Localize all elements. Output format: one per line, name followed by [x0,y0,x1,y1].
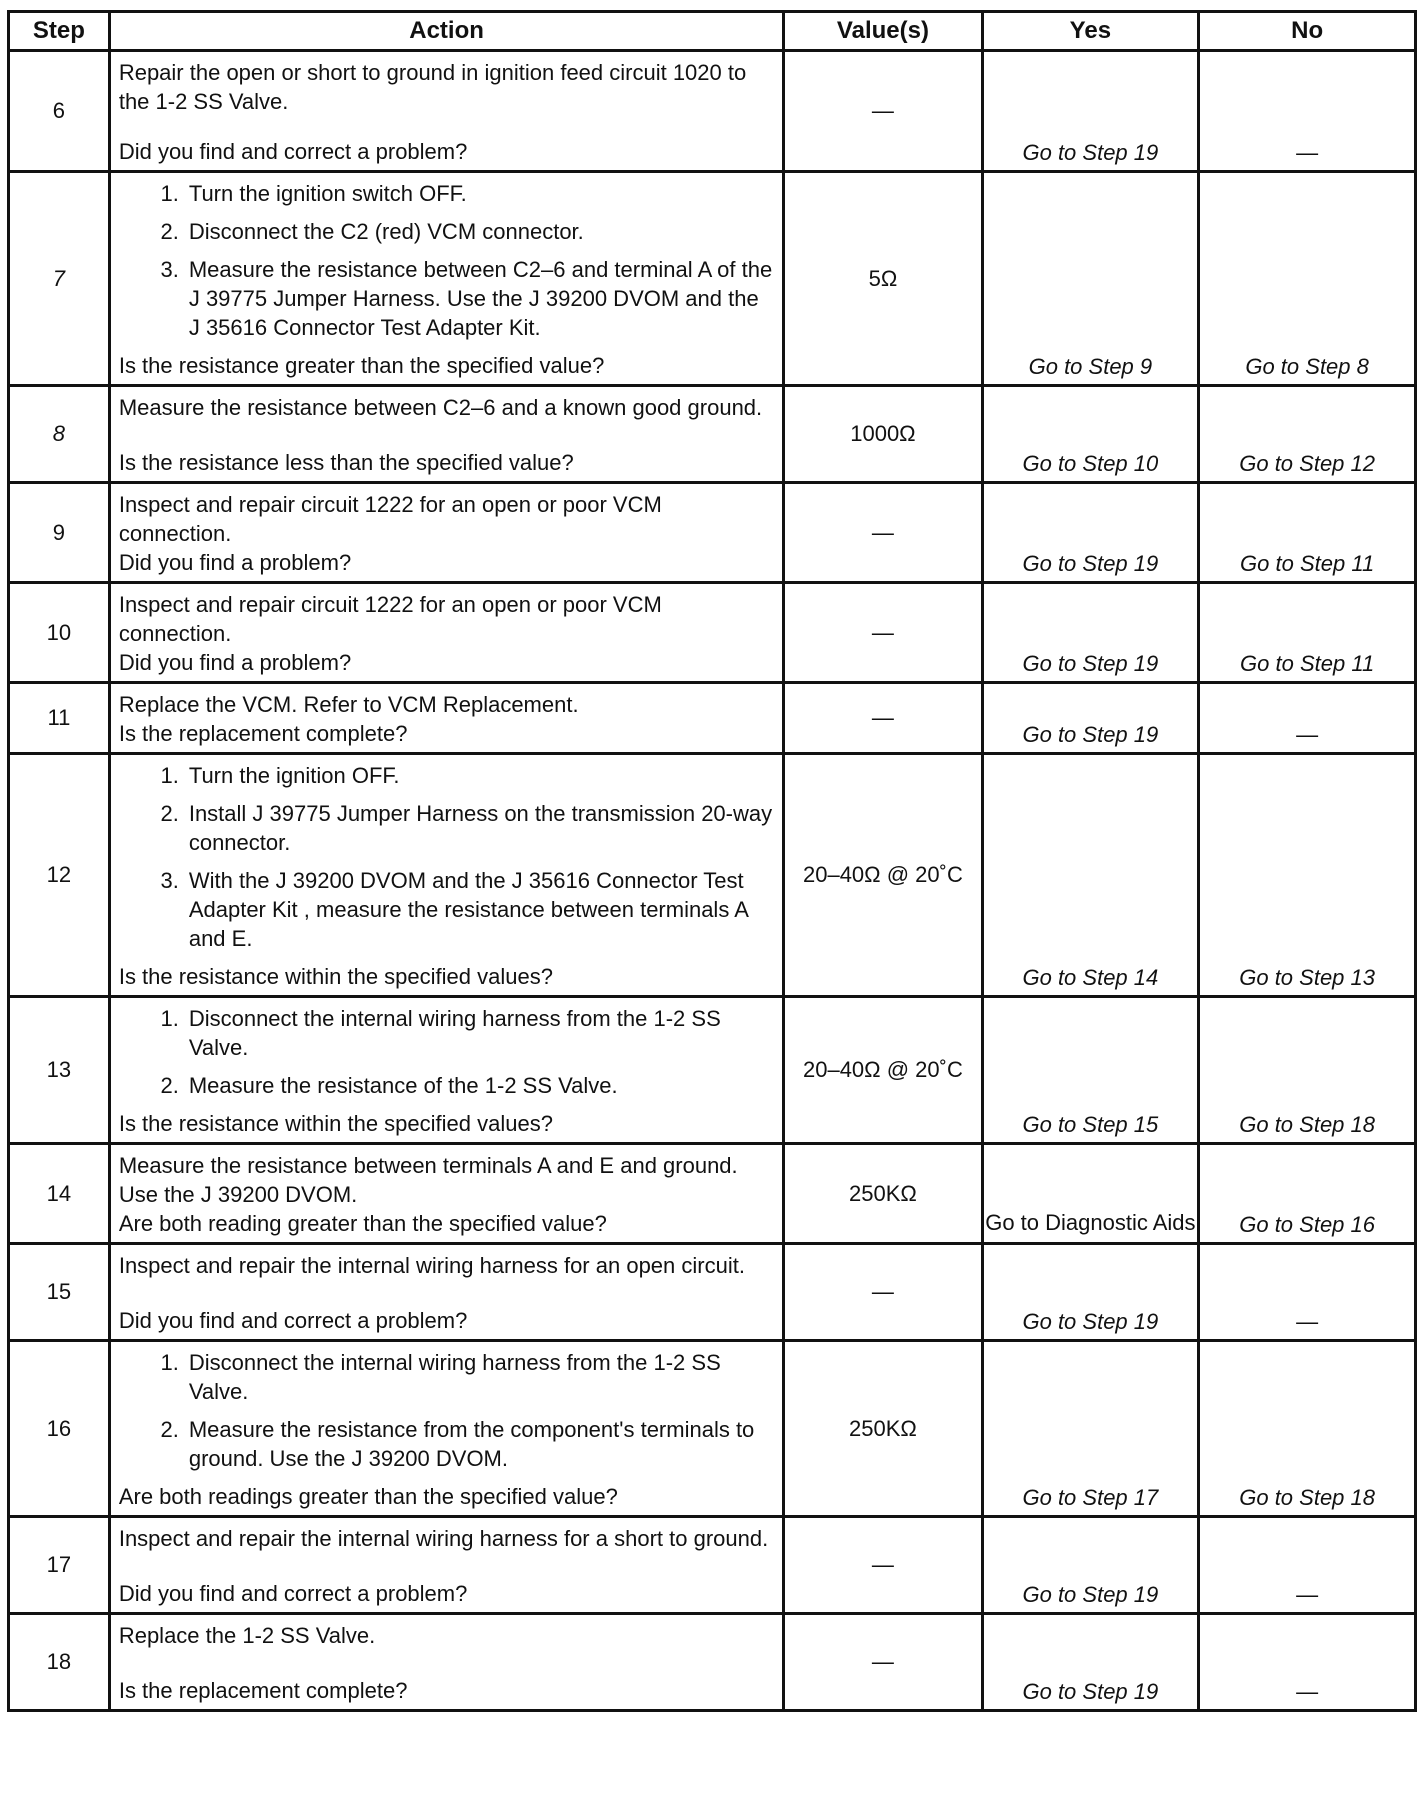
action-instructions [119,1004,775,1109]
action-content [119,393,775,477]
no-cell: Go to Step 8 [1199,172,1416,386]
action-instructions [119,1348,775,1482]
instruction-text: Disconnect the C2 (red) VCM connector. [188,219,584,244]
value-cell: — [784,51,982,172]
action-question: Did you find a problem? [118,650,352,675]
action-instructions [119,1151,775,1209]
table-row [9,1517,1416,1614]
instruction-text: With the J 39200 DVOM and the J 35616 Connector Test Adapter Kit , measure the resistance between terminals A and E. [188,868,748,951]
action-cell [109,1614,784,1711]
instruction-number: 1. [160,1006,179,1031]
action-instructions [119,761,775,962]
header-step: Step [9,12,110,51]
action-text: Replace the VCM. Refer to VCM Replacement. [118,692,579,717]
action-text: Inspect and repair the internal wiring harness for a short to ground. [118,1526,769,1551]
no-cell: — [1199,51,1416,172]
header-no: No [1199,12,1416,51]
action-cell [109,997,784,1144]
no-cell: — [1199,1517,1416,1614]
action-question: Are both reading greater than the specified value? [118,1211,607,1236]
action-content [119,761,775,991]
action-instructions [119,690,775,719]
action-content [119,1004,775,1138]
table-row [9,1614,1416,1711]
instruction-item [119,1071,775,1100]
no-cell: Go to Step 18 [1199,1341,1416,1517]
instruction-item [119,255,775,342]
yes-cell: Go to Step 19 [982,683,1199,754]
action-cell [109,1144,784,1244]
instruction-item [119,217,775,246]
instruction-text: Turn the ignition OFF. [188,763,400,788]
step-number: 14 [9,1144,110,1244]
action-content [119,179,775,380]
instruction-text: Turn the ignition switch OFF. [188,181,467,206]
yes-cell: Go to Step 19 [982,1244,1199,1341]
action-question: Is the resistance greater than the specified value? [118,353,605,378]
action-content [119,1348,775,1511]
action-question: Did you find and correct a problem? [118,1308,468,1333]
header-action: Action [109,12,784,51]
action-question: Is the resistance less than the specified value? [118,450,574,475]
action-instructions [119,1251,775,1280]
action-cell [109,483,784,583]
value-cell: 250KΩ [784,1341,982,1517]
no-cell: Go to Step 18 [1199,997,1416,1144]
instruction-item [119,799,775,857]
action-cell [109,754,784,997]
instruction-number: 2. [160,801,179,826]
instruction-number: 1. [160,763,179,788]
no-cell: Go to Step 13 [1199,754,1416,997]
step-number: 6 [9,51,110,172]
instruction-item [119,1348,775,1406]
instruction-number: 1. [160,1350,179,1375]
step-number: 8 [9,386,110,483]
instruction-list [119,1004,775,1100]
value-cell: — [784,583,982,683]
table-row [9,754,1416,997]
instruction-item [119,1004,775,1062]
action-text: Repair the open or short to ground in ignition feed circuit 1020 to the 1-2 SS Valve. [118,60,747,114]
table-row [9,172,1416,386]
table-row [9,386,1416,483]
yes-cell: Go to Step 10 [982,386,1199,483]
value-cell: — [784,683,982,754]
yes-cell: Go to Step 19 [982,583,1199,683]
action-question: Is the resistance within the specified values? [118,964,553,989]
action-content [119,490,775,577]
action-cell [109,386,784,483]
action-cell [109,1517,784,1614]
instruction-item [119,761,775,790]
action-instructions [119,490,775,548]
action-text: Measure the resistance between terminals A and E and ground. Use the J 39200 DVOM. [118,1153,738,1207]
step-number: 7 [9,172,110,386]
yes-cell: Go to Step 19 [982,1614,1199,1711]
value-cell: — [784,1614,982,1711]
action-cell [109,1341,784,1517]
step-number: 11 [9,683,110,754]
yes-cell: Go to Diagnostic Aids [982,1144,1199,1244]
yes-cell: Go to Step 9 [982,172,1199,386]
action-content [119,1251,775,1335]
no-cell: Go to Step 11 [1199,483,1416,583]
diagnostic-table [7,10,1417,1712]
instruction-list [119,761,775,953]
table-row [9,483,1416,583]
action-instructions [119,393,775,422]
instruction-item [119,866,775,953]
table-row [9,1244,1416,1341]
instruction-text: Disconnect the internal wiring harness from the 1-2 SS Valve. [188,1006,721,1060]
value-cell: 5Ω [784,172,982,386]
step-number: 13 [9,997,110,1144]
table-row [9,997,1416,1144]
value-cell: 20–40Ω @ 20˚C [784,754,982,997]
action-question: Is the replacement complete? [118,1678,408,1703]
action-question: Is the replacement complete? [118,721,408,746]
table-row [9,51,1416,172]
yes-cell: Go to Step 19 [982,1517,1199,1614]
header-values: Value(s) [784,12,982,51]
action-question: Is the resistance within the specified values? [118,1111,553,1136]
instruction-number: 2. [160,219,179,244]
instruction-list [119,1348,775,1473]
action-content [119,1151,775,1238]
action-cell [109,683,784,754]
value-cell: — [784,483,982,583]
step-number: 16 [9,1341,110,1517]
action-text: Inspect and repair circuit 1222 for an open or poor VCM connection. [118,492,662,546]
action-content [119,1621,775,1705]
action-instructions [119,1524,775,1553]
instruction-text: Install J 39775 Jumper Harness on the transmission 20-way connector. [188,801,773,855]
instruction-list [119,179,775,342]
action-question: Did you find and correct a problem? [118,1581,468,1606]
yes-cell: Go to Step 15 [982,997,1199,1144]
action-content [119,690,775,748]
step-number: 18 [9,1614,110,1711]
action-instructions [119,1621,775,1650]
action-cell [109,1244,784,1341]
action-cell [109,51,784,172]
step-number: 17 [9,1517,110,1614]
no-cell: — [1199,1244,1416,1341]
step-number: 10 [9,583,110,683]
table-row [9,1144,1416,1244]
no-cell: Go to Step 16 [1199,1144,1416,1244]
action-text: Replace the 1-2 SS Valve. [118,1623,376,1648]
instruction-item [119,179,775,208]
no-cell: — [1199,683,1416,754]
value-cell: — [784,1244,982,1341]
value-cell: 250KΩ [784,1144,982,1244]
step-number: 12 [9,754,110,997]
instruction-text: Disconnect the internal wiring harness from the 1-2 SS Valve. [188,1350,721,1404]
action-text: Measure the resistance between C2–6 and a known good ground. [118,395,763,420]
yes-cell: Go to Step 14 [982,754,1199,997]
action-content [119,590,775,677]
value-cell: 1000Ω [784,386,982,483]
instruction-number: 3. [160,257,179,282]
instruction-number: 2. [160,1417,179,1442]
header-yes: Yes [982,12,1199,51]
instruction-number: 1. [160,181,179,206]
action-content [119,58,775,166]
instruction-item [119,1415,775,1473]
table-row [9,1341,1416,1517]
instruction-text: Measure the resistance between C2–6 and terminal A of the J 39775 Jumper Harness. Use the J 39200 DVOM and the J 35616 Connector Test Adapter Kit. [188,257,773,340]
value-cell: 20–40Ω @ 20˚C [784,997,982,1144]
no-cell: Go to Step 11 [1199,583,1416,683]
no-cell: Go to Step 12 [1199,386,1416,483]
instruction-number: 2. [160,1073,179,1098]
step-number: 15 [9,1244,110,1341]
instruction-text: Measure the resistance from the component's terminals to ground. Use the J 39200 DVOM. [188,1417,755,1471]
action-cell [109,172,784,386]
instruction-text: Measure the resistance of the 1-2 SS Valve. [188,1073,618,1098]
action-question: Are both readings greater than the specified value? [118,1484,618,1509]
header-row [9,12,1416,51]
action-cell [109,583,784,683]
yes-cell: Go to Step 19 [982,51,1199,172]
step-number: 9 [9,483,110,583]
yes-cell: Go to Step 19 [982,483,1199,583]
no-cell: — [1199,1614,1416,1711]
table-row [9,683,1416,754]
table-row [9,583,1416,683]
action-instructions [119,590,775,648]
action-question: Did you find and correct a problem? [118,139,468,164]
action-question: Did you find a problem? [118,550,352,575]
action-text: Inspect and repair circuit 1222 for an open or poor VCM connection. [118,592,662,646]
instruction-number: 3. [160,868,179,893]
yes-cell: Go to Step 17 [982,1341,1199,1517]
value-cell: — [784,1517,982,1614]
action-instructions [119,58,775,116]
action-text: Inspect and repair the internal wiring harness for an open circuit. [118,1253,745,1278]
table-body [9,51,1416,1711]
action-content [119,1524,775,1608]
action-instructions [119,179,775,351]
